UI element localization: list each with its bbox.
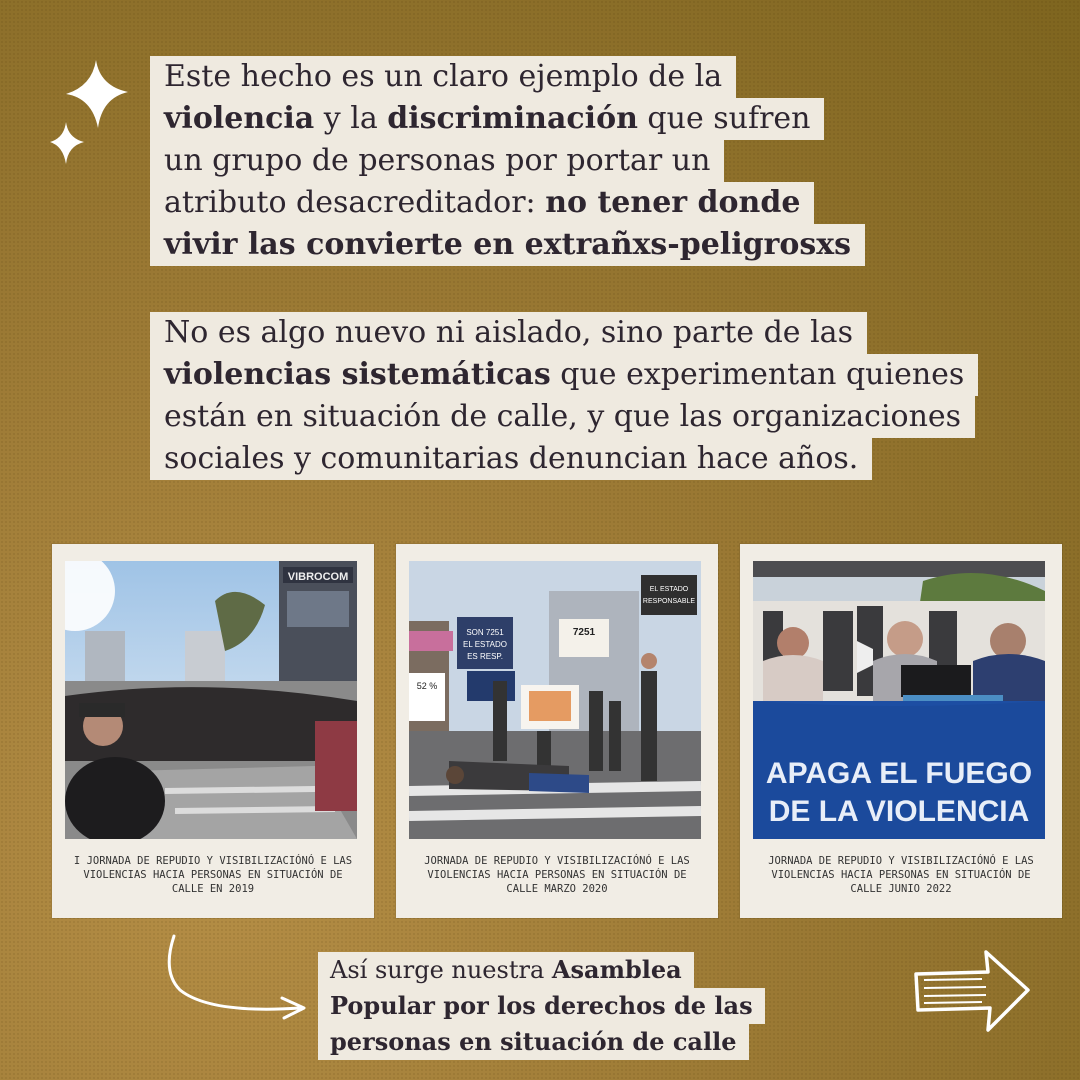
photo-march-2020 [409,561,701,839]
building-sign: VIBROCOM [287,571,349,583]
text-line: violencias sistemáticas que experimentan quienes [150,354,978,396]
second-paragraph [150,312,978,480]
text-line: personas en situación de calle [318,1024,749,1060]
photo-card-2020 [396,544,718,918]
photo-caption: I JORNADA DE REPUDIO Y VISIBILIZACIÓNÓ E LAS VIOLENCIAS HACIA PERSONAS EN SITUACIÓN DE CALLE EN 2019 [73,855,353,895]
text-line: violencia y la discriminación que sufren [150,98,824,140]
closing-text [318,952,765,1060]
curved-arrow-icon [160,932,320,1022]
banner-line-1: APAGA EL FUEGO [765,757,1033,790]
svg-text:ES RESP.: ES RESP. [467,652,503,661]
photo-march-2019 [65,561,357,839]
photo-caption: JORNADA DE REPUDIO Y VISIBILIZACIÓNÓ E LAS VIOLENCIAS HACIA PERSONAS EN SITUACIÓN DE CALLE MARZO 2020 [424,855,690,895]
svg-text:EL ESTADO: EL ESTADO [462,640,508,649]
text-line: Así surge nuestra Asamblea [318,952,694,988]
text-line: Popular por los derechos de las [318,988,765,1024]
svg-text:SON 7251: SON 7251 [466,628,504,637]
text-line: un grupo de personas por portar un [150,140,724,182]
photo-card-2022 [740,544,1062,918]
intro-paragraph [150,56,865,266]
text-line: Este hecho es un claro ejemplo de la [150,56,736,98]
text-line: atributo desacreditador: no tener donde [150,182,814,224]
svg-text:7251: 7251 [572,627,596,638]
sparkle-icon [48,56,132,166]
svg-text:52 %: 52 % [416,681,438,691]
text-line: están en situación de calle, y que las organizaciones [150,396,975,438]
photo-june-2022 [753,561,1045,839]
photo-caption: JORNADA DE REPUDIO Y VISIBILIZACIÓNÓ E LAS VIOLENCIAS HACIA PERSONAS EN SITUACIÓN DE CALLE JUNIO 2022 [768,855,1034,895]
next-arrow-icon[interactable] [910,946,1034,1036]
photo-card-2019 [52,544,374,918]
text-line: vivir las convierte en extrañxs-peligrosxs [150,224,865,266]
svg-text:EL ESTADO: EL ESTADO [649,586,689,593]
banner-line-2: DE LA VIOLENCIA [768,795,1030,828]
text-line: No es algo nuevo ni aislado, sino parte de las [150,312,867,354]
text-line: sociales y comunitarias denuncian hace años. [150,438,872,480]
svg-text:RESPONSABLE: RESPONSABLE [642,598,696,605]
